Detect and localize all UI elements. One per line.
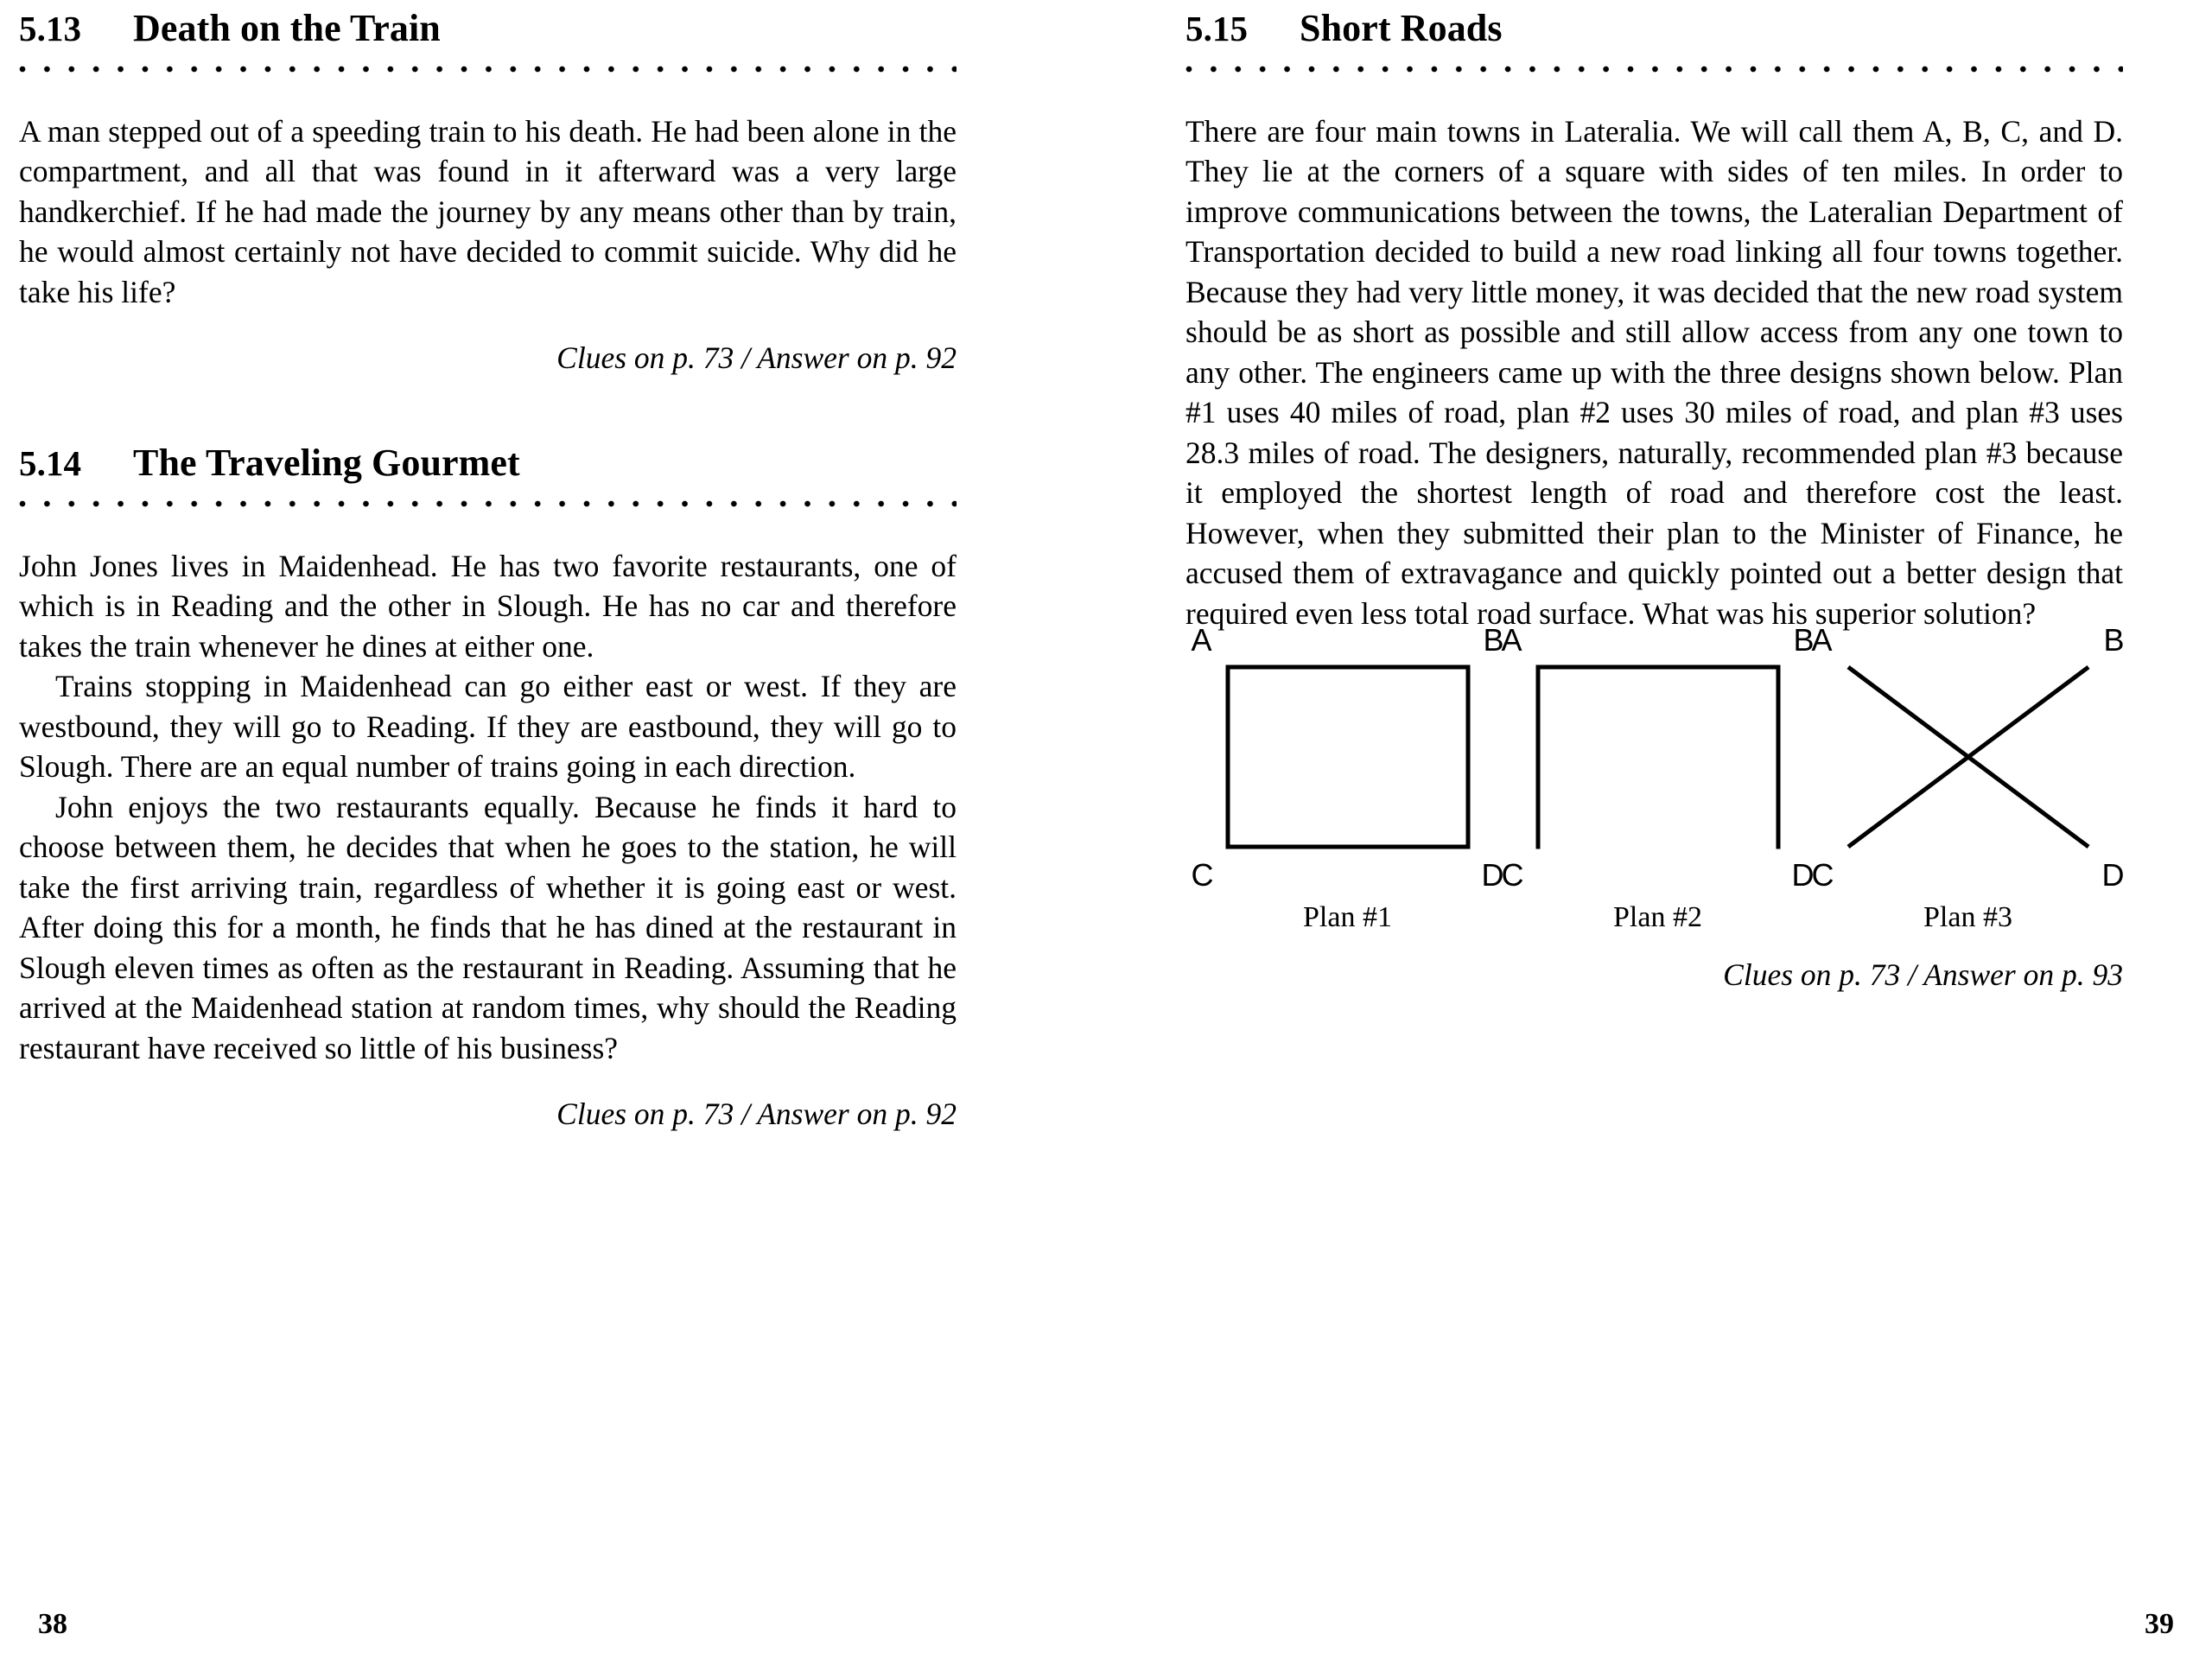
paragraph: Trains stopping in Maidenhead can go either east or west. If they are westbound, they will go to Reading. If they are eastbound, they will go to Slough. There are an equal number of trains going in each direction.: [19, 669, 957, 785]
section-number: 5.14: [19, 443, 82, 484]
plan-2-figure: [1501, 622, 1815, 893]
section-attribution: Clues on p. 73 / Answer on p. 93: [1723, 957, 2123, 993]
plan-1-roads: [1223, 663, 1473, 851]
plan-1-figure: [1191, 622, 1504, 893]
right-column: [1185, 9, 2123, 995]
dotted-rule: [1185, 58, 2123, 80]
plan-3-roads: [1843, 663, 2094, 851]
town-label-a: A: [1501, 622, 1522, 658]
town-label-b: B: [1793, 622, 1815, 658]
town-label-d: D: [1791, 857, 1815, 893]
paragraph: There are four main towns in Lateralia. We will call them A, B, C, and D. They lie at the corners of a square with sides of ten miles. In order to improve communications between the towns, the Lateralian Department of Transportation decided to build a new road linking all four towns together. Because they had very little money, it was decided that the new road system should be as short as possible and still allow access from any one town to any other. The engineers came up with the three designs shown below. Plan #1 uses 40 miles of road, plan #2 uses 30 miles of road, and plan #3 uses 28.3 miles of road. The designers, naturally, recommended plan #3 because it employed the shortest length of road and therefore cost the least. However, when they submitted their plan to the Minister of Finance, he accused them of extravagance and quickly pointed out a better design that required even less total road surface. What was his superior solution?: [1185, 113, 2123, 631]
town-label-c: C: [1811, 857, 1834, 893]
plan-1: [1191, 622, 1504, 934]
town-label-c: C: [1191, 857, 1214, 893]
plan-3: [1811, 622, 2125, 934]
plan-3-caption: Plan #3: [1923, 901, 2012, 934]
section-header-5-13: [19, 9, 957, 80]
section-header-5-14: [19, 443, 957, 515]
section-title: The Traveling Gourmet: [133, 442, 520, 485]
section-attribution: Clues on p. 73 / Answer on p. 92: [556, 1097, 957, 1132]
short-roads-diagram: [1191, 622, 2125, 934]
paragraph: John Jones lives in Maidenhead. He has two favorite restaurants, one of which is in Reading and the other in Slough. He has no car and therefore takes the train whenever he dines at either one.: [19, 548, 957, 664]
town-label-d: D: [1481, 857, 1504, 893]
right-page: [1106, 9, 2193, 1672]
section-number: 5.15: [1185, 9, 1249, 48]
page-number-right: 39: [2145, 1608, 2174, 1640]
section-title: Death on the Train: [133, 7, 441, 49]
section-number: 5.13: [19, 9, 82, 48]
page-number-left: 38: [38, 1608, 67, 1640]
town-label-a: A: [1191, 622, 1212, 658]
town-label-a: A: [1811, 622, 1833, 658]
section-heading: [19, 9, 957, 49]
plan-3-figure: [1811, 622, 2125, 893]
town-label-b: B: [1483, 622, 1504, 658]
plan-2-caption: Plan #2: [1613, 901, 1702, 934]
plan-2: [1501, 622, 1815, 934]
left-column: [19, 9, 957, 1134]
plan-2-roads: [1533, 663, 1783, 851]
town-label-b: B: [2103, 622, 2125, 658]
left-page: [19, 9, 1106, 1672]
plan-1-caption: Plan #1: [1303, 901, 1392, 934]
dotted-rule: [19, 493, 957, 515]
town-label-c: C: [1501, 857, 1524, 893]
paragraph: John enjoys the two restaurants equally. Because he finds it hard to choose between them, he decides that when he goes to the station, he will take the first arriving train, regardless of whether it is going east or west. After doing this for a month, he finds that he has dined at the restaurant in Slough eleven times as often as the restaurant in Reading. Assuming that he arrived at the Maidenhead station at random times, why should the Reading restaurant have received so little of his business?: [19, 789, 957, 1065]
dotted-rule: [19, 58, 957, 80]
section-attribution: Clues on p. 73 / Answer on p. 92: [556, 340, 957, 376]
section-header-5-15: [1185, 9, 2123, 80]
town-label-d: D: [2101, 857, 2125, 893]
section-heading: [1185, 9, 2123, 49]
section-title: Short Roads: [1300, 7, 1503, 49]
section-heading: [19, 443, 957, 484]
paragraph: A man stepped out of a speeding train to his death. He had been alone in the compartment, and all that was found in it afterward was a very large handkerchief. If he had made the journey by any means other than by train, he would almost certainly not have decided to commit suicide. Why did he take his life?: [19, 113, 957, 309]
